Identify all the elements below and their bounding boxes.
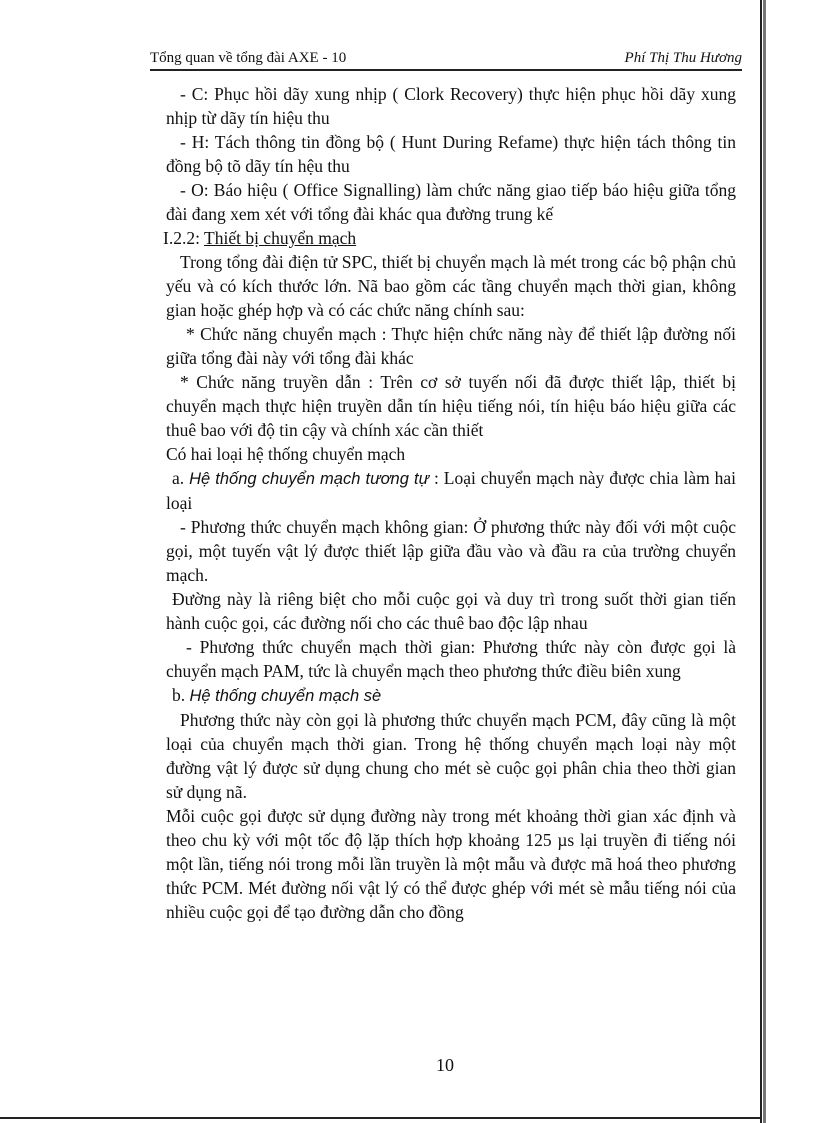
paragraph-each-call: Mỗi cuộc gọi được sử dụng đường này trong mét khoảng thời gian xác định và theo chu kỳ với một tốc độ lặp thích hợp khoảng 125 µs lại truyền đi tiếng nói một lần, tiếng nói trong mỗi lần truyền là một mẫu và được mã hoá theo phương thức PCM. Mét đường nối vật lý có thể được ghép với mét sè mẫu tiếng nói của nhiều cuộc gọi để tạo đường dẫn cho đồng	[166, 806, 736, 922]
item-b-heading	[166, 683, 736, 708]
item-b-title: Hệ thống chuyển mạch sè	[189, 687, 382, 705]
page-border-shadow	[763, 0, 766, 1123]
header-title: Tổng quan về tổng đài AXE - 10	[150, 50, 347, 66]
paragraph-pcm: Phương thức này còn gọi là phương thức chuyển mạch PCM, đây cũng là một loại của chuyển mạch thời gian. Trong hệ thống chuyển mạch loại này một đường vật lý được sử dụng chung cho mét sè cuộc gọi phân chia theo thời gian sử dụng nã.	[166, 710, 736, 802]
item-a-rest: : Loại chuyển mạch này được chia làm hai loại	[166, 468, 737, 513]
running-header	[150, 50, 742, 70]
paragraph-time-switching: - Phương thức chuyển mạch thời gian: Phương thức này còn được gọi là chuyển mạch PAM, tức là chuyển mạch theo phương thức điều biên xung	[166, 637, 736, 681]
item-b-label: b.	[172, 685, 186, 705]
paragraph-c: - C: Phục hồi dãy xung nhịp ( Clork Recovery) thực hiện phục hồi dãy xung nhịp từ dãy tín hiệu thu	[166, 84, 736, 128]
header-rule	[150, 69, 742, 71]
page-border-right	[760, 0, 762, 1123]
paragraph-o: - O: Báo hiệu ( Office Signalling) làm chức năng giao tiếp báo hiệu giữa tổng đài đang xem xét với tổng đài khác qua đường trung kế	[166, 180, 736, 224]
paragraph-transmission-function: * Chức năng truyền dẫn : Trên cơ sở tuyến nối đã được thiết lập, thiết bị chuyển mạch thực hiện truyền dẫn tín hiệu tiếng nói, tín hiệu báo hiệu giữa các thuê bao với độ tin cậy và chính xác cần thiết	[166, 372, 736, 440]
page-number: 10	[436, 1055, 454, 1075]
paragraph-space-switching: - Phương thức chuyển mạch không gian: Ở phương thức này đối với một cuộc gọi, một tuyến vật lý được thiết lập giữa đầu vào và đầu ra của trường chuyển mạch.	[166, 517, 736, 585]
section-number: I.2.2:	[163, 228, 200, 248]
header-author: Phí Thị Thu Hương	[624, 50, 742, 66]
section-heading	[163, 226, 736, 250]
paragraph-h: - H: Tách thông tin đồng bộ ( Hunt During Refame) thực hiện tách thông tin đồng bộ tõ dãy tín hệu thu	[166, 132, 736, 176]
paragraph-two-types: Có hai loại hệ thống chuyển mạch	[166, 444, 406, 464]
item-a-heading	[166, 466, 736, 515]
item-a-label: a.	[172, 468, 185, 488]
section-title: Thiết bị chuyển mạch	[204, 228, 357, 248]
paragraph-dedicated-path: Đường này là riêng biệt cho mỗi cuộc gọi và duy trì trong suốt thời gian tiến hành cuộc gọi, các đường nối cho các thuê bao độc lập nhau	[166, 589, 736, 633]
paragraph-switching-function: * Chức năng chuyển mạch : Thực hiện chức năng này để thiết lập đường nối giữa tổng đài này với tổng đài khác	[166, 324, 736, 368]
body-text	[163, 82, 737, 924]
page-border-bottom	[0, 1117, 762, 1119]
paragraph-intro: Trong tổng đài điện tử SPC, thiết bị chuyển mạch là mét trong các bộ phận chủ yếu và có kích thước lớn. Nã bao gồm các tầng chuyển mạch thời gian, không gian hoặc ghép hợp và có các chức năng chính sau:	[166, 252, 736, 320]
item-a-title: Hệ thống chuyển mạch tương tự	[189, 470, 430, 488]
